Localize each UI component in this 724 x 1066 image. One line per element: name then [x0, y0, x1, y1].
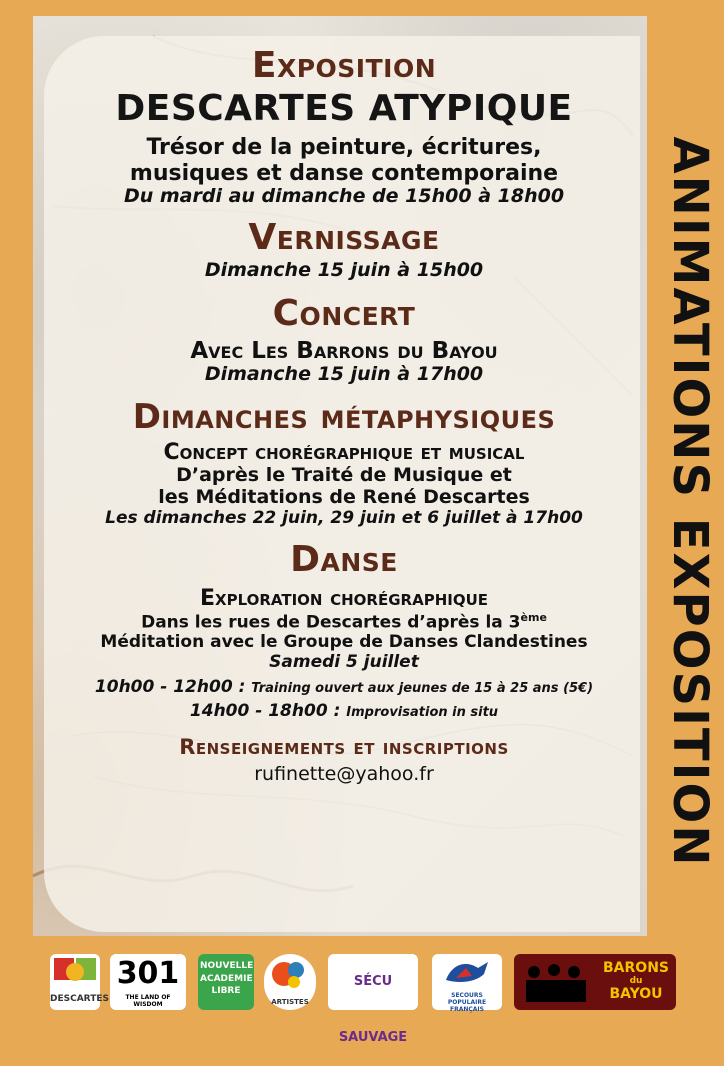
danse-line-2: Méditation avec le Groupe de Danses Clandestines — [100, 631, 588, 652]
logo-barons-du-bayou: BARONS du BAYOU — [514, 954, 676, 1010]
danse-heading: Danse — [290, 539, 398, 581]
exposition-heading: Exposition — [251, 45, 437, 86]
exposition-schedule: Du mardi au dimanche de 15h00 à 18h00 — [123, 184, 565, 207]
contact-heading: Renseignements et inscriptions — [179, 735, 509, 760]
dimanches-dates: Les dimanches 22 juin, 29 juin et 6 juillet à 17h00 — [105, 507, 583, 528]
concert-band: Avec Les Barrons du Bayou — [190, 337, 498, 364]
sponsor-logos — [40, 950, 700, 1045]
palette-icon — [264, 954, 316, 994]
poster-content — [44, 36, 644, 786]
logo-301: 301 THE LAND OF WISDOM — [110, 954, 186, 1010]
side-banner — [660, 62, 720, 942]
exposition-subtitle-1: Trésor de la peinture, écritures, — [146, 135, 542, 161]
logo-academie: NOUVELLE ACADEMIE LIBRE — [198, 954, 254, 1010]
danse-slot-1: 10h00 - 12h00 : Training ouvert aux jeunes de 15 à 25 ans (5€) — [94, 677, 594, 698]
logo-descartes: DESCARTES — [50, 954, 100, 1010]
logo-artistes: ARTISTES — [264, 954, 316, 1010]
concert-heading: Concert — [272, 292, 416, 334]
logo-secu-sauvage: SÉCU SAUVAGE — [328, 954, 418, 1010]
danse-subheading: Exploration chorégraphique — [199, 586, 489, 612]
sun-icon — [50, 954, 100, 990]
logo-secours-populaire: SECOURS POPULAIRE FRANÇAIS — [432, 954, 502, 1010]
danse-slot-2: 14h00 - 18h00 : Improvisation in situ — [189, 700, 499, 721]
exposition-title: DESCARTES ATYPIQUE — [115, 88, 573, 129]
danse-line-1: Dans les rues de Descartes d’après la 3ème — [141, 610, 547, 633]
band-silhouette-icon — [518, 954, 598, 1010]
hand-dove-icon — [432, 954, 502, 988]
side-banner-text: ANIMATIONS EXPOSITION — [662, 136, 718, 868]
dimanches-concept: Concept chorégraphique et musical — [163, 439, 525, 465]
danse-date: Samedi 5 juillet — [269, 651, 419, 672]
contact-email[interactable]: rufinette@yahoo.fr — [254, 763, 434, 786]
vernissage-heading: Vernissage — [248, 216, 440, 258]
dimanches-line-1: D’après le Traité de Musique et — [176, 464, 512, 487]
vernissage-date: Dimanche 15 juin à 15h00 — [204, 258, 484, 281]
exposition-subtitle-2: musiques et danse contemporaine — [129, 160, 559, 186]
concert-date: Dimanche 15 juin à 17h00 — [204, 363, 484, 386]
dimanches-line-2: les Méditations de René Descartes — [158, 486, 530, 509]
dimanches-heading: Dimanches métaphysiques — [132, 396, 556, 437]
